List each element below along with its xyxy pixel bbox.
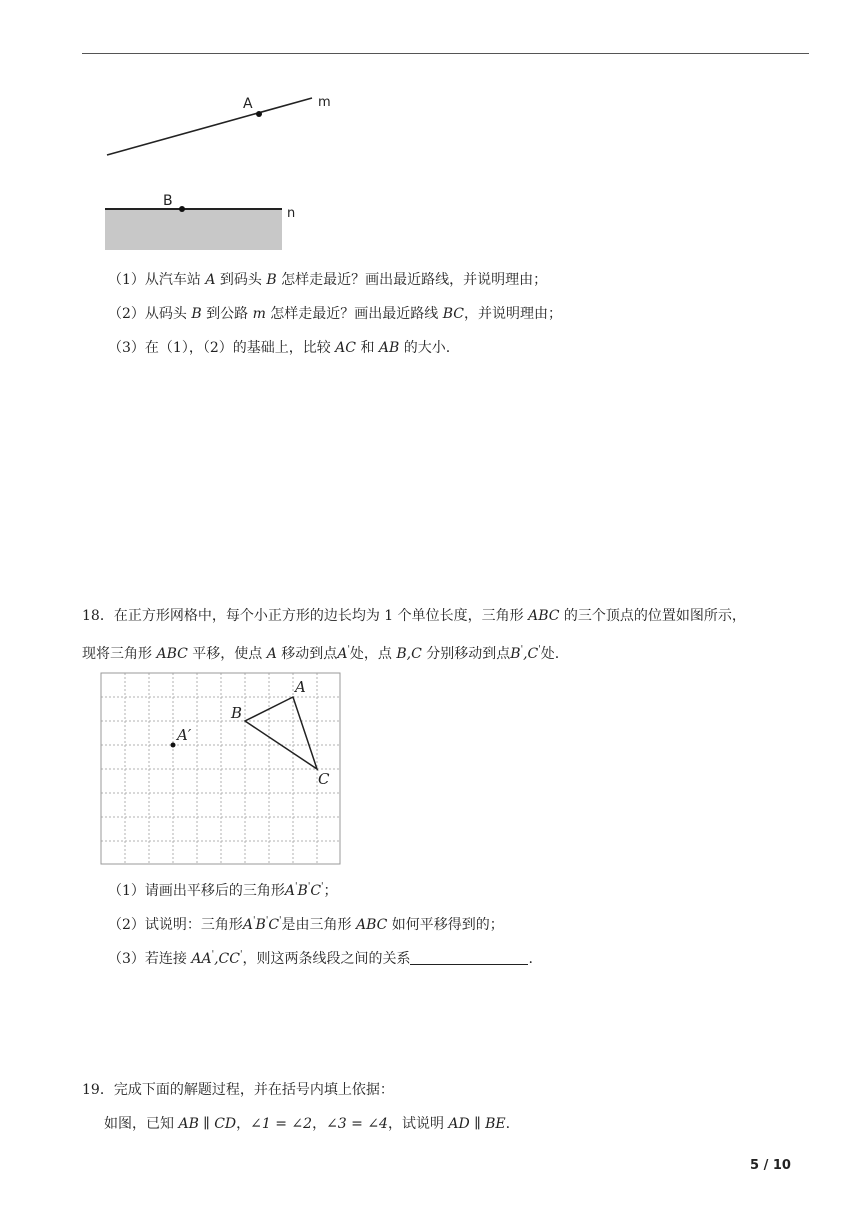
q18-line-1 (82, 606, 746, 626)
text: 到码头 (215, 272, 267, 288)
figure-grid-triangle (100, 672, 345, 867)
math-b-c: B,C (396, 646, 422, 662)
prime-mark: ' (239, 950, 243, 960)
label-a-prime: A′ (177, 726, 192, 744)
point-a-prime (171, 743, 176, 748)
label-m: m (318, 95, 331, 110)
text: （3）在（1），（2）的基础上，比较 (108, 340, 336, 356)
text: 的三个顶点的位置如图所示， (559, 608, 746, 624)
header-rule (82, 53, 809, 54)
point-a (256, 111, 262, 117)
text: ， (312, 1116, 327, 1132)
label-n: n (287, 206, 296, 221)
text: ，试说明 (387, 1116, 449, 1132)
math-c: C (268, 917, 280, 933)
q18-item-3 (108, 945, 533, 969)
prime-mark: ' (321, 882, 324, 892)
math-aa: AA (191, 951, 212, 967)
math-bc: BC (442, 306, 465, 322)
comma: , (523, 646, 528, 662)
math-ab-parallel-cd: AB ∥ CD (178, 1116, 237, 1132)
math-a: A (284, 883, 296, 899)
label-vertex-b: B (231, 704, 243, 722)
text: 如图，已知 (104, 1116, 179, 1132)
math-abc: ABC (528, 608, 560, 624)
prime-mark: ' (253, 916, 256, 926)
prime-mark: ' (347, 645, 350, 655)
prime-mark: ' (295, 882, 298, 892)
label-vertex-c: C (318, 770, 330, 788)
q19-line-2 (104, 1114, 510, 1134)
q17-item-2 (108, 304, 562, 324)
text: ，则这两条线段之间的关系 (242, 951, 411, 967)
text: 怎样走最近？画出最近路线，并说明理由； (276, 272, 548, 288)
q17-item-3 (108, 338, 450, 358)
prime-mark: ' (307, 882, 311, 892)
text: 的大小. (399, 340, 451, 356)
label-a: A (243, 96, 253, 112)
math-a: A (205, 272, 216, 288)
prime-mark: ' (538, 645, 541, 655)
math-b-prime: B (510, 646, 521, 662)
math-b: B (255, 917, 266, 933)
math-b: B (191, 306, 202, 322)
text: （1）从汽车站 (108, 272, 206, 288)
q18-item-1 (108, 877, 338, 901)
math-ad-parallel-be: AD ∥ BE (448, 1116, 506, 1132)
prime-mark: ' (211, 950, 215, 960)
text: 18．在正方形网格中，每个小正方形的边长均为 1 个单位长度，三角形 (82, 608, 529, 624)
text: ，并说明理由； (464, 306, 563, 322)
prime-mark: ' (520, 645, 524, 655)
label-b: B (163, 193, 173, 209)
text: 处. (540, 646, 560, 662)
square-grid (101, 673, 341, 865)
comma: , (214, 951, 219, 967)
text: . (505, 1116, 511, 1132)
math-angle-3-eq-4: ∠3 = ∠4 (326, 1116, 388, 1132)
text: 和 (356, 340, 379, 356)
prime-mark: ' (279, 916, 282, 926)
text: （3）若连接 (108, 951, 192, 967)
math-cc: CC (218, 951, 240, 967)
point-b (179, 206, 185, 212)
text: 移动到点 (276, 646, 338, 662)
text: 处，点 (349, 646, 397, 662)
text: 是由三角形 (281, 917, 356, 933)
text: 分别移动到点 (421, 646, 511, 662)
math-abc: ABC (156, 646, 188, 662)
q19-line-1: 19．完成下面的解题过程，并在括号内填上依据： (82, 1082, 394, 1098)
text: （1）请画出平移后的三角形 (108, 883, 285, 899)
text: 如何平移得到的； (387, 917, 504, 933)
answer-blank[interactable] (410, 950, 528, 965)
river-area (105, 208, 282, 250)
text: 平移，使点 (187, 646, 267, 662)
math-a-prime: A (337, 646, 348, 662)
road-m (107, 98, 312, 155)
math-c: C (310, 883, 322, 899)
math-ab: AB (378, 340, 400, 356)
q17-item-1 (108, 270, 547, 290)
text: ， (236, 1116, 251, 1132)
text: （2）从码头 (108, 306, 192, 322)
text: ； (323, 883, 338, 899)
text: 怎样走最近？画出最近路线 (265, 306, 443, 322)
math-m: m (252, 306, 266, 322)
figure-road-river (100, 88, 340, 258)
math-ac: AC (335, 340, 356, 356)
page-number: 5 / 10 (750, 1158, 791, 1173)
math-angle-1-eq-2: ∠1 = ∠2 (250, 1116, 313, 1132)
triangle-abc (245, 697, 317, 769)
math-abc: ABC (355, 917, 388, 933)
q18-line-2 (82, 640, 559, 664)
math-b: B (266, 272, 277, 288)
text: . (528, 951, 533, 967)
math-c-prime: C (527, 646, 539, 662)
math-b: B (297, 883, 308, 899)
math-a: A (266, 646, 277, 662)
prime-mark: ' (265, 916, 269, 926)
math-a: A (242, 917, 254, 933)
label-vertex-a: A (295, 678, 306, 696)
text: 到公路 (201, 306, 253, 322)
text: （2）试说明：三角形 (108, 917, 243, 933)
q18-item-2 (108, 911, 504, 935)
text: 现将三角形 (82, 646, 157, 662)
